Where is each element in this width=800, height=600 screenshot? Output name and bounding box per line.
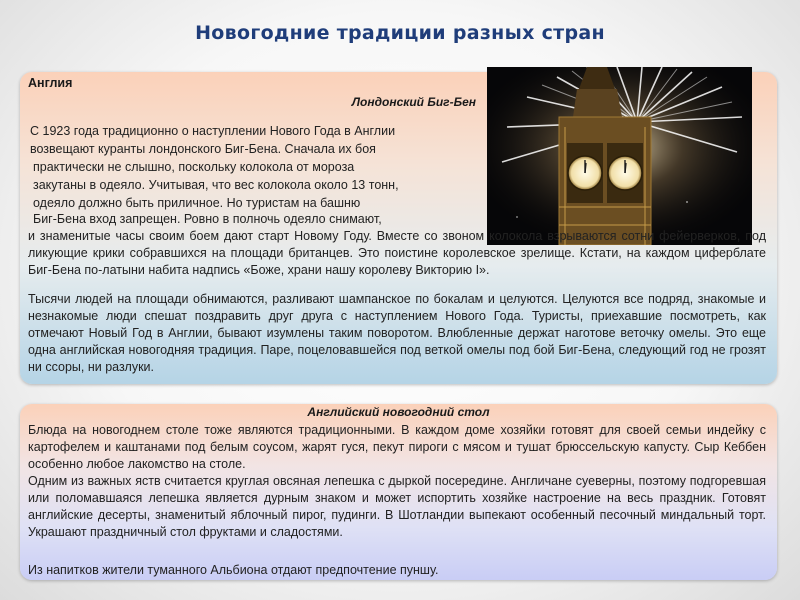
kissing-tradition-paragraph: Тысячи людей на площади обнимаются, разливают шампанское по бокалам и целуются. Целуются все подряд, знакомые и незнакомые люди спешат поздравить друг друга с наступлением Нового Года. Туристы, приехавшие посмотреть, как отмечают Новый Год в Англии, бывают изумлены таким поворотом. Влюбленные держат наготове веточку омелы. Это еще одна английская новогодняя традиция. Паре, поцеловавшейся под веткой омелы под бой Биг-Бена, следующий год не грозят ни ссоры, ни разлуки. — [28, 292, 766, 374]
intro-paragraph-continued: и знаменитые часы своим боем дают старт Новому Году. Вместе со звоном колокола взрываются сотни фейерверков, под ликующие крики собравшихся на площади британцев. Это поистине королевское зрелище. Кстати, на каждом циферблате Биг-Бена по-латыни набита надпись «Боже, храни нашу королеву Викторию I». — [28, 229, 766, 277]
drinks-paragraph: Из напитков жители туманного Альбиона отдают предпочтение пуншу. — [28, 563, 439, 577]
page-title: Новогодние традиции разных стран — [195, 22, 605, 44]
dishes-paragraph: Блюда на новогоднем столе тоже являются традиционными. В каждом доме хозяйки готовят для своей семьи индейку с картофелем и каштанами под белым соусом, жарят гуся, пекут пироги с мясом и тушат брюссельскую капусту. Сыр Кеббен особенно любое лакомство на столе. — [28, 423, 766, 471]
section-country-heading: Англия — [28, 76, 73, 90]
big-ben-subtitle: Лондонский Биг-Бен — [351, 95, 476, 109]
intro-line-6: Биг-Бена вход запрещен. Ровно в полночь одеяло снимают, — [33, 212, 382, 226]
intro-line-1: С 1923 года традиционно о наступлении Нового Года в Англии — [30, 124, 396, 138]
new-year-table-heading: Английский новогодний стол — [307, 405, 490, 419]
intro-line-2: возвещают куранты лондонского Биг-Бена. Сначала их боя — [30, 142, 376, 156]
big-ben-fireworks-photo — [487, 67, 752, 245]
oat-cake-paragraph: Одним из важных яств считается круглая овсяная лепешка с дыркой посередине. Англичане суеверны, поэтому подгоревшая или поломавшаяся лепешка является дурным знаком и может испортить хозяйке настроение на весь праздник. Готовят английские десерты, знаменитый яблочный пирог, пудинги. В Шотландии выпекают особенный песочный миндальный торт. Украшают праздничный стол фруктами и сладостями. — [28, 474, 766, 539]
intro-line-5: одеяло должно быть приличное. Но туристам на башню — [33, 196, 361, 210]
intro-line-4: закутаны в одеяло. Учитывая, что вес колокола около 13 тонн, — [33, 178, 399, 192]
intro-line-3: практически не слышно, поскольку колокола от мороза — [33, 160, 355, 174]
